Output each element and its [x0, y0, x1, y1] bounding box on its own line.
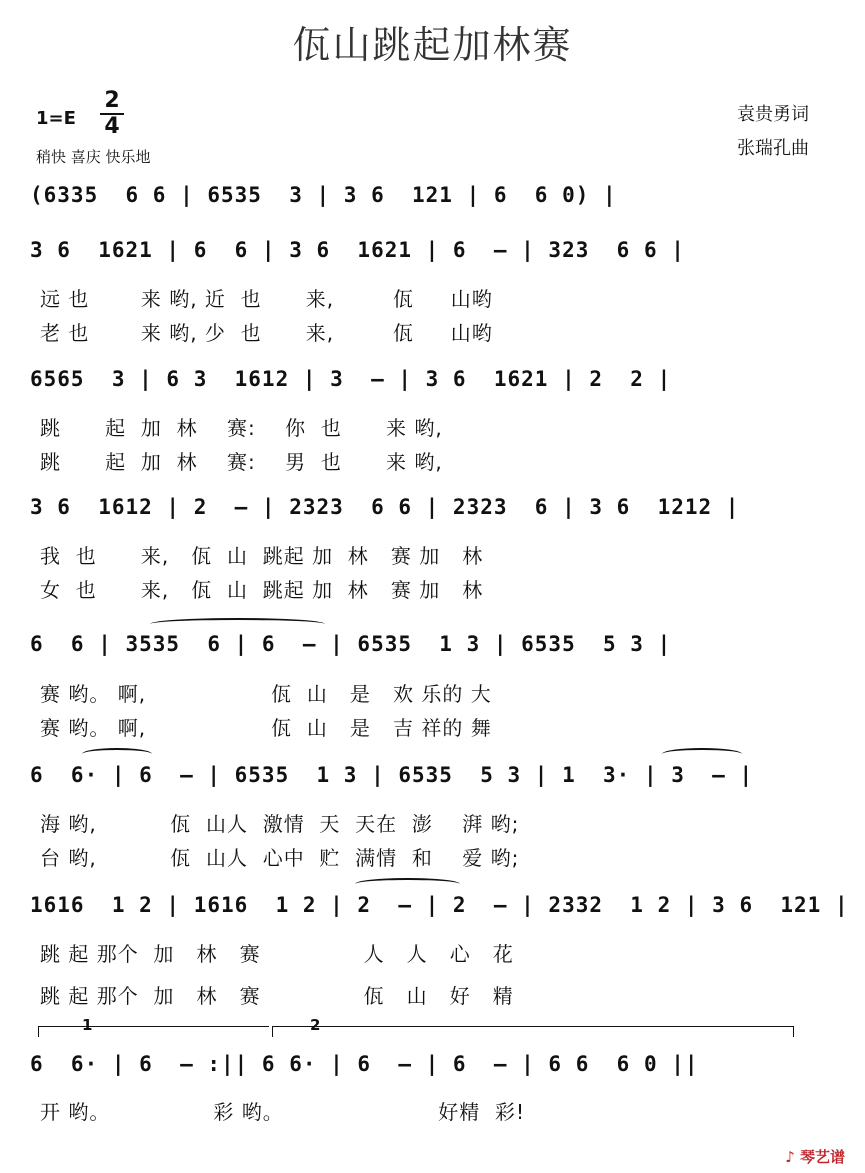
volta-bracket-2 — [272, 1026, 794, 1037]
lyric-verse-2: 台 哟, 佤 山人 心中 贮 满情 和 爱 哟; — [40, 846, 520, 870]
lyric-verse-2: 赛 哟。 啊, 佤 山 是 吉 祥的 舞 — [40, 716, 492, 740]
notation-line: 1616 1 2 | 1616 1 2 | 2 — | 2 — | 2332 1 2 | 3 6 121 | — [30, 893, 849, 917]
lyric-verse-1: 我 也 来, 佤 山 跳起 加 林 赛 加 林 — [40, 544, 484, 568]
tempo-marking: 稍快 喜庆 快乐地 — [36, 148, 151, 166]
volta-label-2: 2 — [310, 1016, 321, 1034]
lyric-verse-1: 赛 哟。 啊, 佤 山 是 欢 乐的 大 — [40, 682, 492, 706]
lyric-verse-1: 跳 起 加 林 赛: 你 也 来 哟, — [40, 416, 443, 440]
tie-mark — [150, 618, 325, 630]
lyric-verse-1: 远 也 来 哟, 近 也 来, 佤 山哟 — [40, 287, 493, 311]
page-title: 佤山跳起加林赛 — [292, 23, 573, 67]
volta-label-1: 1 — [82, 1016, 93, 1034]
lyric-verse-2: 跳 起 那个 加 林 赛 佤 山 好 精 — [40, 984, 514, 1008]
key-signature: 1=E — [36, 108, 76, 129]
notation-line: 6565 3 | 6 3 1612 | 3 — | 3 6 1621 | 2 2 | — [30, 367, 672, 391]
watermark-logo — [785, 1146, 845, 1167]
time-bottom: 4 — [104, 114, 120, 139]
score-row-ending — [30, 1052, 840, 1102]
score-row — [30, 238, 840, 288]
lyricist: 袁贵勇词 — [737, 104, 809, 125]
lyric-ending: 开 哟。 彩 哟。 好精 彩! — [40, 1100, 525, 1124]
notation-line: 6 6· | 6 — | 6535 1 3 | 6535 5 3 | 1 3· | 3 — | — [30, 763, 754, 787]
time-top: 2 — [104, 88, 120, 113]
tie-mark — [355, 878, 460, 890]
notation-line: (6335 6 6 | 6535 3 | 3 6 121 | 6 6 0) | — [30, 183, 617, 207]
score-row-intro — [30, 183, 840, 233]
tie-mark — [82, 748, 152, 760]
score-row — [30, 893, 849, 943]
score-row — [30, 763, 840, 813]
score-row — [30, 495, 840, 545]
lyric-verse-2: 跳 起 加 林 赛: 男 也 来 哟, — [40, 450, 443, 474]
score-row — [30, 367, 840, 417]
tie-mark — [662, 748, 742, 760]
logo-text: 琴艺谱 — [799, 1148, 845, 1166]
lyric-verse-1: 跳 起 那个 加 林 赛 人 人 心 花 — [40, 942, 514, 966]
lyric-verse-2: 女 也 来, 佤 山 跳起 加 林 赛 加 林 — [40, 578, 484, 602]
score-row — [30, 632, 840, 682]
notation-line: 6 6 | 3535 6 | 6 — | 6535 1 3 | 6535 5 3 | — [30, 632, 672, 656]
volta-bracket-1 — [38, 1026, 269, 1037]
notation-line: 3 6 1612 | 2 — | 2323 6 6 | 2323 6 | 3 6 1212 | — [30, 495, 740, 519]
notation-line: 3 6 1621 | 6 6 | 3 6 1621 | 6 — | 323 6 6 | — [30, 238, 685, 262]
time-signature — [100, 90, 124, 138]
logo-icon: ♪ — [785, 1148, 800, 1166]
lyric-verse-1: 海 哟, 佤 山人 激情 天 天在 澎 湃 哟; — [40, 812, 520, 836]
lyric-verse-2: 老 也 来 哟, 少 也 来, 佤 山哟 — [40, 321, 493, 345]
notation-line: 6 6· | 6 — :|| 6 6· | 6 — | 6 — | 6 6 6 0 || — [30, 1052, 699, 1076]
composer: 张瑞孔曲 — [737, 138, 809, 159]
